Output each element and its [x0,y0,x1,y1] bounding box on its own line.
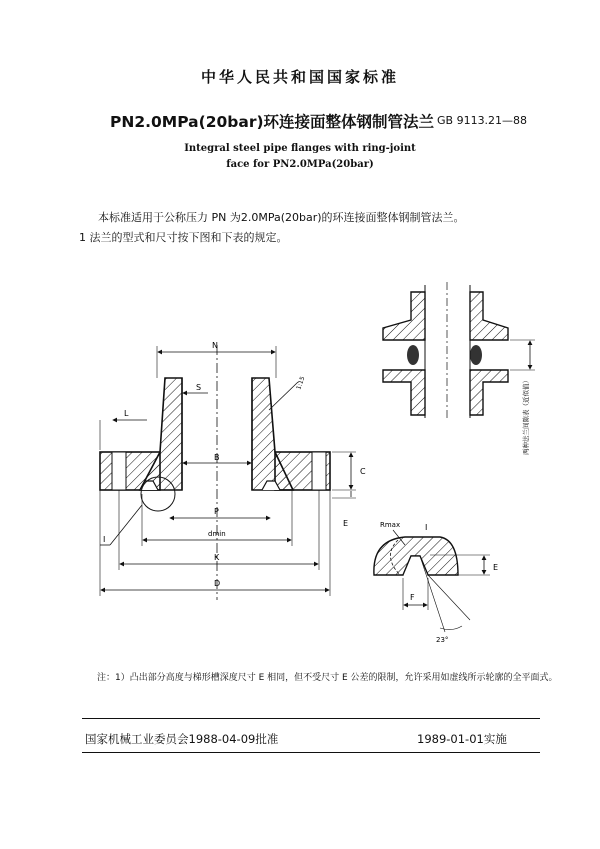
org-title: 中华人民共和国国家标准 [200,68,399,86]
label-N: N [212,341,218,350]
label-S: S [196,383,202,392]
label-L: L [124,409,129,418]
label-Rmax: Rmax [380,521,401,529]
clause-1: 1 法兰的型式和尺寸按下图和下表的规定。 [79,231,288,244]
label-dmin: dmin [208,530,226,538]
english-title-line-2: face for PN2.0MPa(20bar) [226,159,374,170]
detail-label-F: F [410,593,415,602]
detail-label-angle: 23° [436,636,449,644]
footnote: 注：1）凸出部分高度与梯形槽深度尺寸 E 相同，但不受尺寸 E 公差的限制，允许采用如虚线所示轮廓的全平面式。 [97,673,558,683]
label-B: B [214,453,220,462]
intro-paragraph: 本标准适用于公称压力 PN 为2.0MPa(20bar)的环连接面整体钢制管法兰。 [98,211,465,224]
standard-number: GB 9113.21—88 [437,114,528,127]
effective-date: 1989-01-01实施 [417,732,507,746]
detail-label-E: E [493,563,499,572]
label-K: K [214,553,220,562]
assembly-view [383,282,535,455]
label-slope: 1:15 [295,375,307,391]
footer-rule-top [82,718,540,719]
detail-label-I: I [425,523,428,532]
label-I: I [103,535,106,544]
label-D: D [214,579,221,588]
standard-title: PN2.0MPa(20bar)环连接面整体钢制管法兰 [110,113,435,131]
gap-note: 两种法兰间隙表（近似值） [522,377,530,455]
main-flange-section [100,341,366,600]
label-P: P [214,507,219,516]
approval-text: 国家机械工业委员会1988-04-09批准 [85,732,279,746]
label-E: E [343,519,349,528]
english-title-line-1: Integral steel pipe flanges with ring-joint [184,143,416,154]
footer-rule-bottom [82,752,540,753]
label-C: C [360,467,366,476]
detail-groove-view [374,521,498,644]
